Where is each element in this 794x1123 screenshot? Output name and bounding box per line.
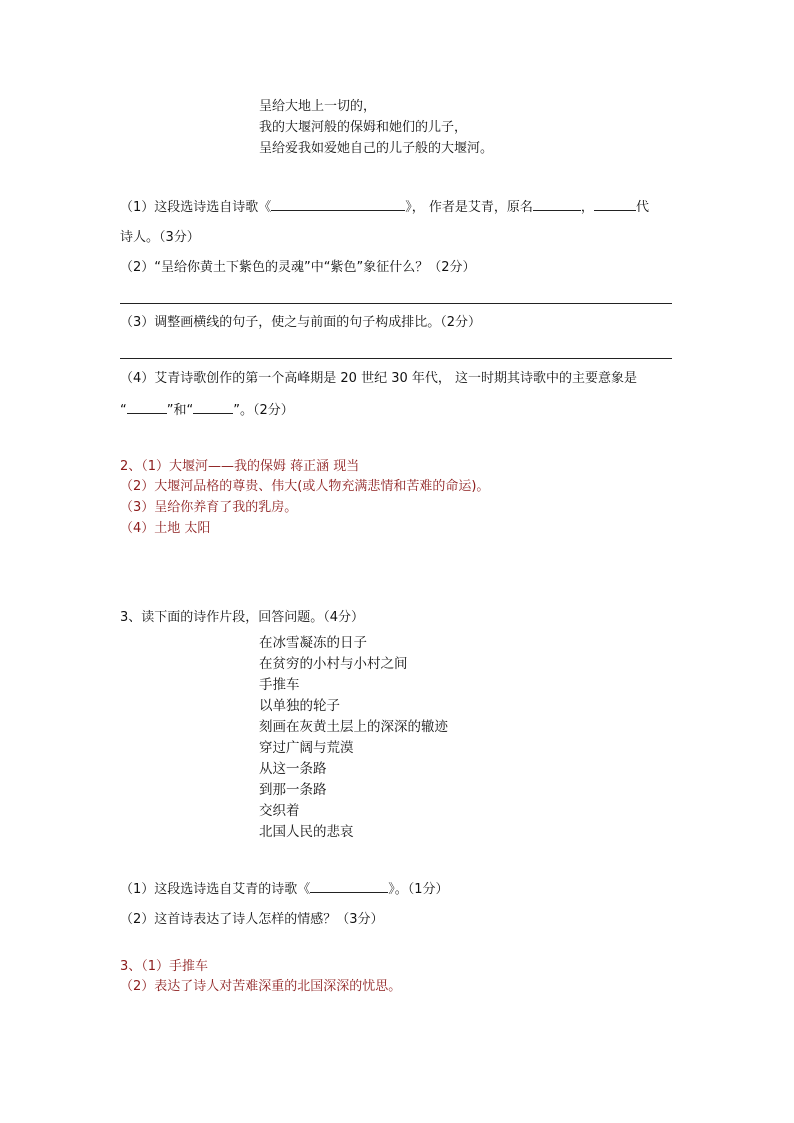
answer-line[interactable] xyxy=(120,358,672,359)
poem-line: 刻画在灰黄土层上的深深的辙迹 xyxy=(259,719,448,735)
question-text: “ xyxy=(120,403,127,418)
answer-blank[interactable] xyxy=(594,197,636,211)
answer-line-text: （4）土地 太阳 xyxy=(120,521,211,536)
question-text: （1）这段选诗选自诗歌《 xyxy=(120,200,272,215)
question-2-4-cont xyxy=(120,400,294,420)
question-text: ， xyxy=(580,200,594,215)
question-3-1 xyxy=(120,879,449,899)
poem-line: 呈给大地上一切的， xyxy=(259,99,377,114)
question-2-1-cont: 诗人。（3分） xyxy=(120,230,200,245)
answer-blank[interactable] xyxy=(533,197,581,211)
answer-line-text: （2）表达了诗人对苦难深重的北国深深的忧思。 xyxy=(120,979,402,994)
question-2-1 xyxy=(120,197,649,217)
question-3-title: 3、读下面的诗作片段，回答问题。（4分） xyxy=(120,610,365,625)
answer-blank[interactable] xyxy=(127,400,167,414)
answer-line[interactable] xyxy=(120,303,672,304)
answer-blank[interactable] xyxy=(310,879,388,893)
question-text: ”。（2分） xyxy=(233,403,294,418)
answer-line-text: 3、（1）手推车 xyxy=(120,959,209,974)
question-text: 》。（1分） xyxy=(388,882,449,897)
question-text: 》， 作者是艾青，原名 xyxy=(405,200,533,215)
question-text: 代 xyxy=(635,200,649,215)
question-3-2: （2）这首诗表达了诗人怎样的情感？（3分） xyxy=(120,912,384,927)
poem-line: 从这一条路 xyxy=(259,761,327,777)
poem-line: 穿过广阔与荒漠 xyxy=(259,740,354,756)
poem-line: 在冰雪凝冻的日子 xyxy=(259,635,367,651)
question-2-2: （2）“呈给你黄土下紫色的灵魂”中“紫色”象征什么？（2分） xyxy=(120,260,476,275)
poem-line: 我的大堰河般的保姆和她们的儿子， xyxy=(259,120,468,135)
poem-line: 北国人民的悲哀 xyxy=(259,824,354,840)
poem-line: 在贫穷的小村与小村之间 xyxy=(259,656,408,672)
poem-line: 手推车 xyxy=(259,677,300,693)
answer-blank[interactable] xyxy=(271,197,405,211)
poem-line: 以单独的轮子 xyxy=(259,698,340,714)
question-text: （1）这段选诗选自艾青的诗歌《 xyxy=(120,882,311,897)
answer-line-text: （3）呈给你养育了我的乳房。 xyxy=(120,500,298,515)
question-2-3: （3）调整画横线的句子，使之与前面的句子构成排比。（2分） xyxy=(120,315,482,330)
poem-line: 交织着 xyxy=(259,803,300,819)
answer-blank[interactable] xyxy=(193,400,233,414)
poem-line: 呈给爱我如爱她自己的儿子般的大堰河。 xyxy=(259,141,494,156)
question-2-4: （4）艾青诗歌创作的第一个高峰期是 20 世纪 30 年代， 这一时期其诗歌中的主要意象是 xyxy=(120,371,638,386)
answer-line-text: （2）大堰河品格的尊贵、伟大(或人物充满悲情和苦难的命运)。 xyxy=(120,479,490,494)
answer-line-text: 2、（1）大堰河——我的保姆 蒋正涵 现当 xyxy=(120,459,360,474)
question-text: ”和“ xyxy=(166,403,194,418)
poem-line: 到那一条路 xyxy=(259,782,327,798)
